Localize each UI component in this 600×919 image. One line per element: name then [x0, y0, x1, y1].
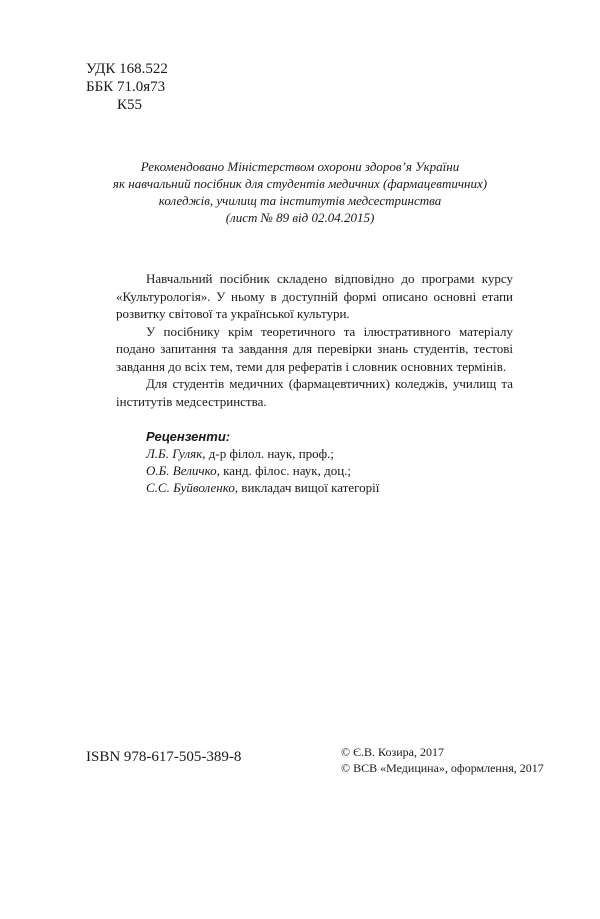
reviewer-detail: , д-р філол. наук, проф.; [202, 446, 334, 461]
reviewers-block [146, 428, 526, 496]
copyright-line: © ВСВ «Медицина», оформлення, 2017 [341, 760, 544, 775]
reviewer-entry [146, 445, 526, 462]
recommendation-line: Рекомендовано Міністерством охорони здоров’я України [140, 159, 460, 174]
udk-code: УДК 168.522 [86, 61, 168, 77]
copyright-line: © Є.В. Козира, 2017 [341, 745, 444, 759]
abstract-paragraph: У посібнику крім теоретичного та ілюстративного матеріалу подано запитання та завдання для перевірки знань студентів, тестові завдання до всіх тем, теми для рефератів і словник основних термінів. [116, 323, 513, 374]
abstract [116, 270, 513, 410]
reviewer-detail: , викладач вищої категорії [234, 480, 380, 495]
recommendation-line: як навчальний посібник для студентів медичних (фармацевтичних) [112, 176, 488, 191]
reviewer-name: Л.Б. Гуляк [146, 446, 203, 461]
reviewers-heading: Рецензенти: [146, 429, 231, 444]
isbn: ISBN 978-617-505-389-8 [86, 749, 242, 765]
author-mark: К55 [117, 97, 143, 113]
recommendation-line: коледжів, училищ та інститутів медсестринства [158, 193, 442, 208]
bbk-code: ББК 71.0я73 [86, 79, 166, 95]
reviewer-name: С.С. Буйволенко [146, 480, 235, 495]
reviewer-name: О.Б. Величко [146, 463, 217, 478]
reviewer-entry [146, 462, 526, 479]
abstract-paragraph: Для студентів медичних (фармацевтичних) коледжів, училищ та інститутів медсестринства. [116, 376, 513, 409]
ministry-recommendation [100, 158, 500, 226]
recommendation-line: (лист № 89 від 02.04.2015) [225, 210, 375, 225]
copyright-block [341, 745, 544, 776]
reviewer-detail: , канд. філос. наук, доц.; [216, 463, 352, 478]
classification-codes [86, 60, 168, 114]
reviewer-entry [146, 479, 526, 496]
abstract-paragraph: Навчальний посібник складено відповідно до програми курсу «Культурологія». У ньому в доступній формі описано основні етапи розвитку світової та української культури. [116, 271, 513, 321]
